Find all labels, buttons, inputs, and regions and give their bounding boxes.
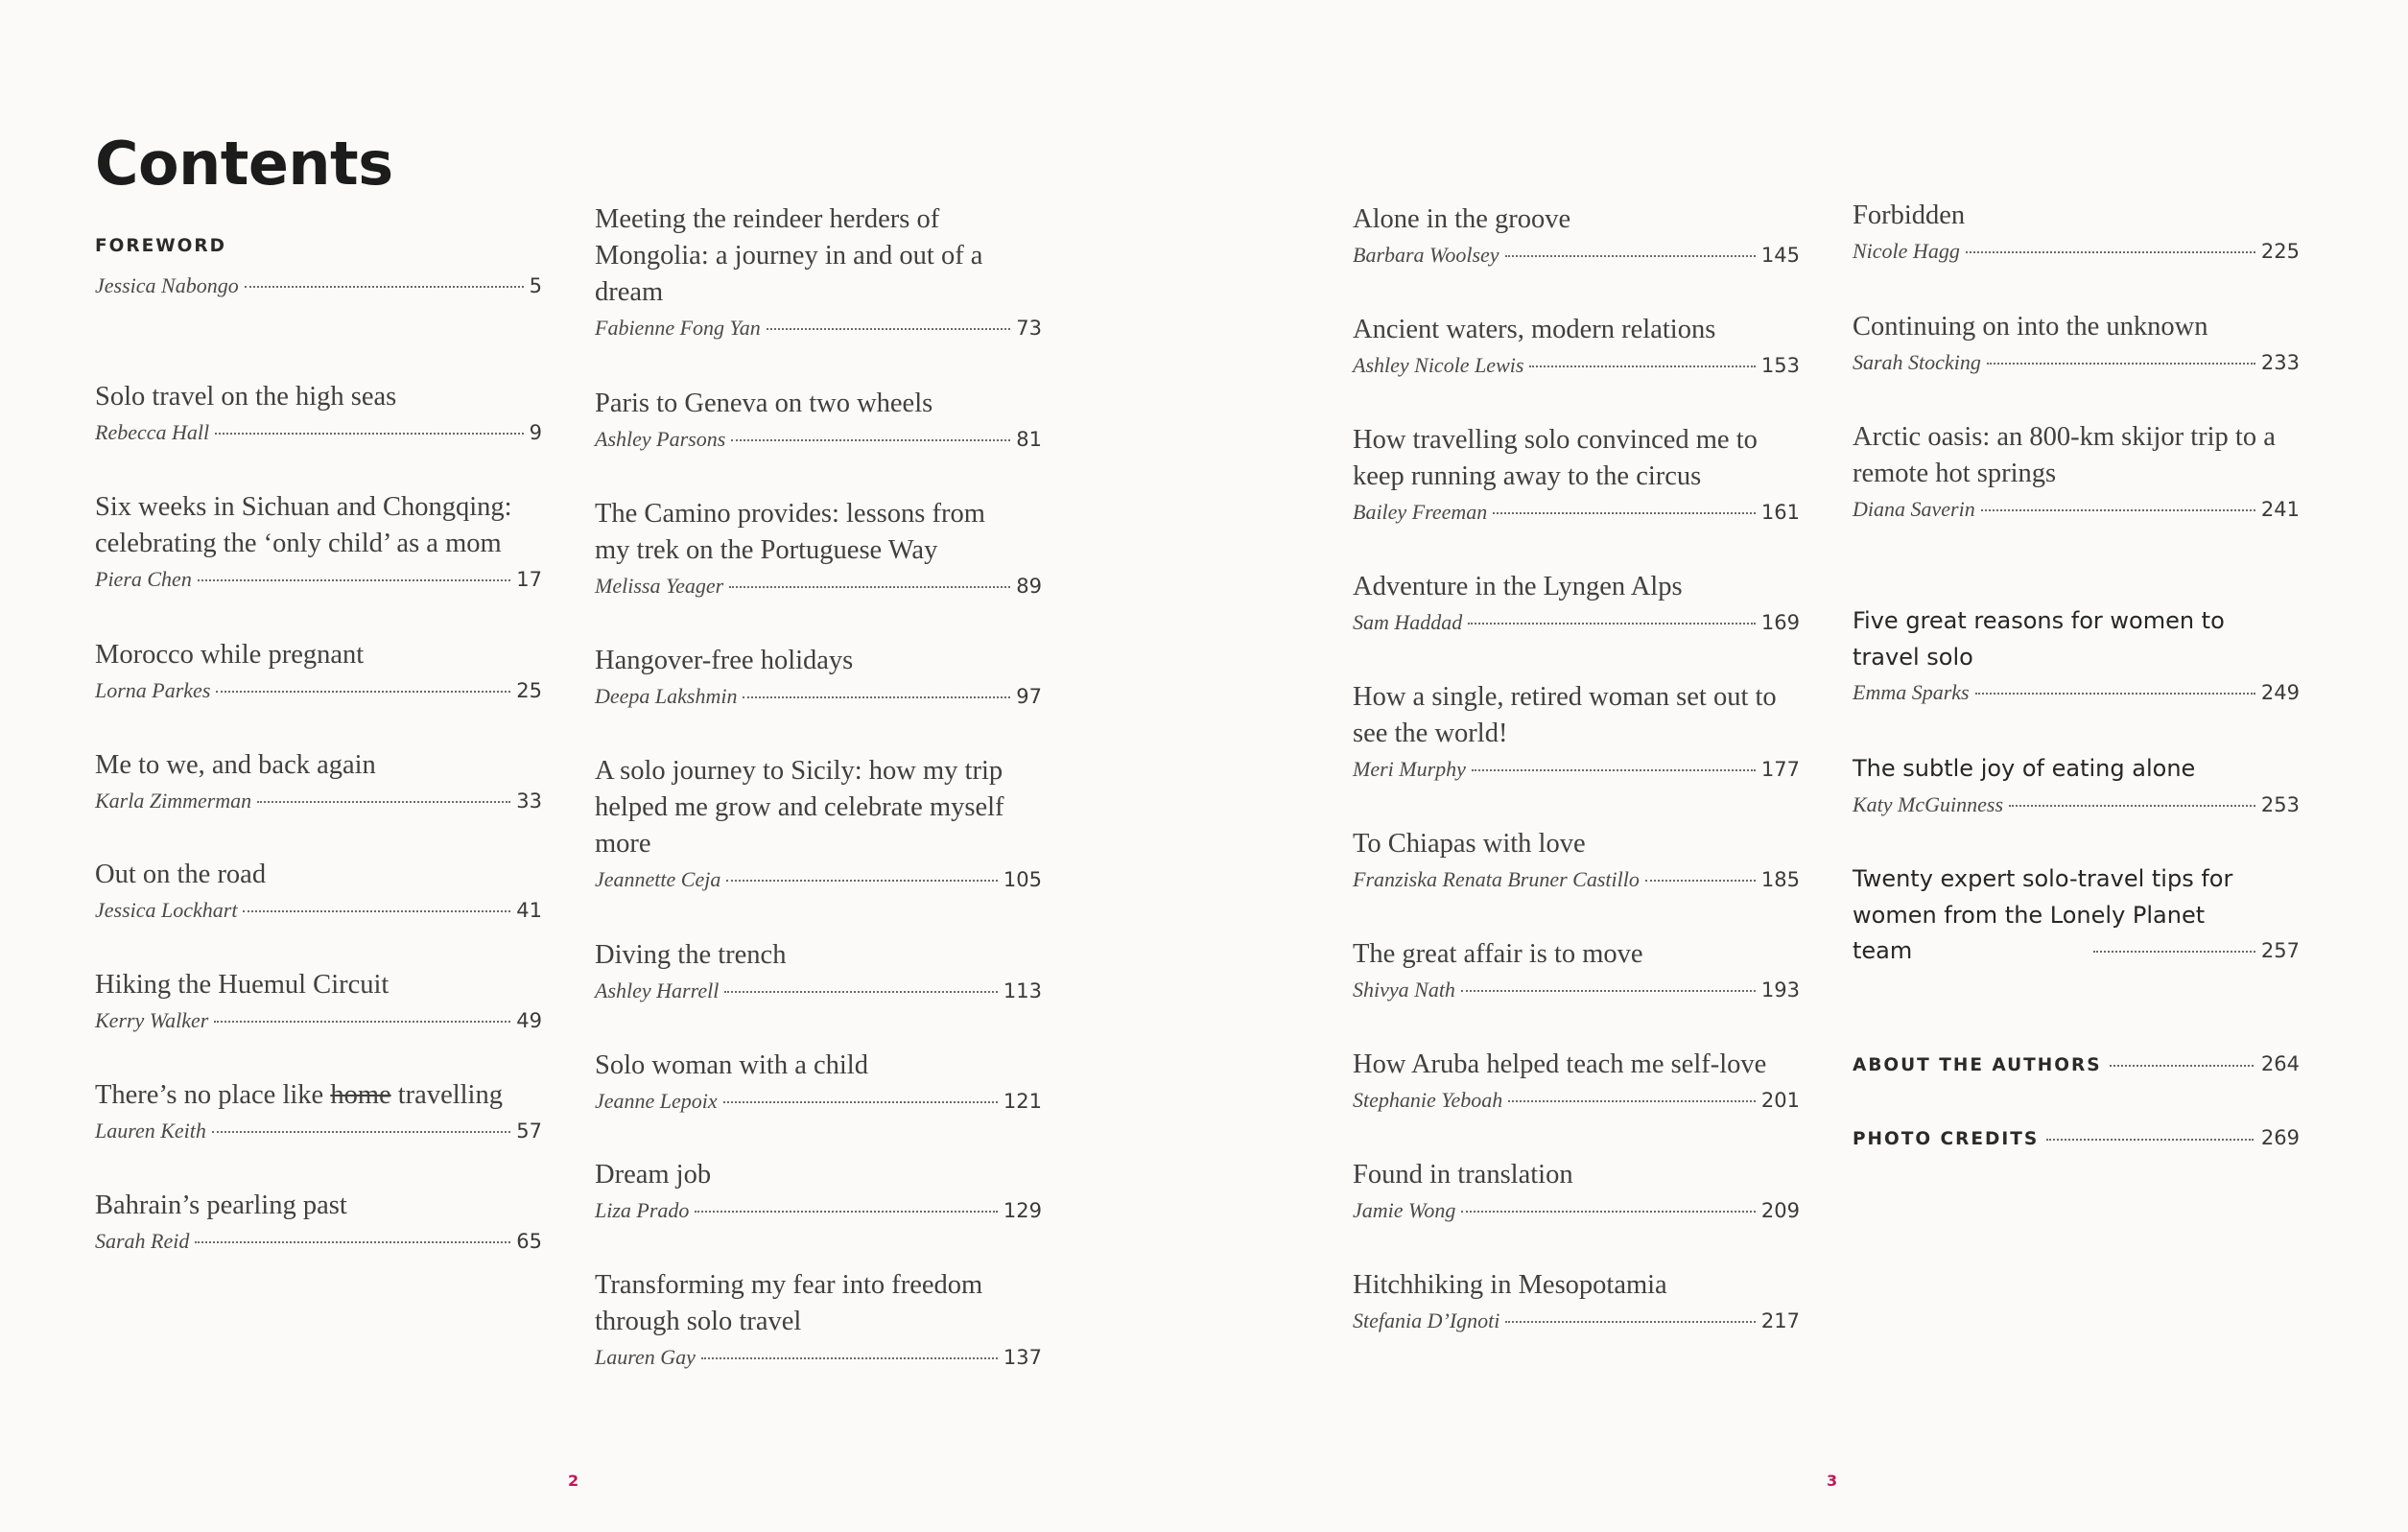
page-number: 5: [529, 274, 542, 297]
entry-author: Nicole Hagg: [1853, 239, 1960, 263]
entry-title: Solo travel on the high seas: [95, 382, 397, 412]
photo-credits-entry[interactable]: [1853, 1126, 2300, 1149]
entry-author: Emma Sparks: [1853, 680, 1970, 704]
page-number: 121: [1003, 1090, 1042, 1113]
entry-title: The great affair is to move: [1353, 939, 1643, 969]
entry-author: Rebecca Hall: [95, 420, 210, 444]
entry-title: Alone in the groove: [1353, 204, 1571, 234]
leader-dots: [1461, 1211, 1756, 1213]
page-number-right: 3: [1827, 1472, 1838, 1490]
leader-dots: [198, 579, 510, 581]
leader-dots: [726, 880, 998, 882]
toc-entry[interactable]: [1353, 936, 1800, 1005]
entry-title: Found in translation: [1353, 1160, 1573, 1190]
page-number: 137: [1003, 1346, 1042, 1369]
entry-title: Dream job: [595, 1160, 712, 1190]
entry-title: Meeting the reindeer herders of Mongolia: a journey in and out of a dream: [595, 204, 983, 307]
leader-dots: [1981, 509, 2255, 511]
entry-author: Shivya Nath: [1353, 978, 1455, 1002]
entry-title: Diving the trench: [595, 940, 787, 970]
page-number: 233: [2260, 351, 2300, 374]
toc-entry[interactable]: [1353, 1157, 1800, 1226]
page-number: 9: [529, 421, 542, 444]
page-number: 113: [1003, 979, 1042, 1002]
leader-dots: [243, 910, 510, 912]
page-number: 25: [516, 679, 542, 702]
page-number: 249: [2260, 681, 2300, 704]
leader-dots: [2009, 805, 2255, 807]
toc-entry[interactable]: [1353, 1267, 1800, 1336]
toc-entry[interactable]: [1853, 309, 2300, 378]
entry-author: Bailey Freeman: [1353, 500, 1488, 524]
toc-entry[interactable]: [95, 637, 542, 706]
entry-title: A solo journey to Sicily: how my trip helped me grow and celebrate myself more: [595, 756, 1004, 859]
leader-dots: [2110, 1065, 2254, 1067]
entry-title: How travelling solo convinced me to keep running away to the circus: [1353, 425, 1758, 491]
entry-title: The subtle joy of eating alone: [1853, 755, 2196, 782]
entry-title: Ancient waters, modern relations: [1353, 315, 1716, 344]
entry-author: Sarah Reid: [95, 1229, 190, 1253]
toc-entry[interactable]: [1853, 751, 2300, 820]
toc-entry[interactable]: [595, 1048, 1042, 1117]
entry-author: Jeannette Ceja: [595, 867, 721, 891]
entry-author: Franziska Renata Bruner Castillo: [1353, 867, 1640, 891]
entry-title: Out on the road: [95, 860, 267, 889]
entry-author: Kerry Walker: [95, 1008, 209, 1032]
toc-entry[interactable]: [95, 379, 542, 448]
page-number: 49: [516, 1009, 542, 1032]
page-number: 169: [1760, 611, 1800, 634]
foreword-entry[interactable]: [95, 269, 542, 301]
toc-entry[interactable]: [1353, 422, 1800, 528]
page-number: 269: [2260, 1126, 2300, 1149]
entry-author: Jamie Wong: [1353, 1198, 1456, 1222]
entry-title-start: There’s no place like: [95, 1080, 331, 1110]
leader-dots: [1645, 880, 1756, 882]
entry-title: Adventure in the Lyngen Alps: [1353, 572, 1683, 601]
page-number: 145: [1760, 244, 1800, 267]
leader-dots: [724, 991, 998, 993]
entry-author: Stephanie Yeboah: [1353, 1088, 1503, 1112]
toc-entry[interactable]: [95, 1188, 542, 1257]
page-number: 33: [516, 790, 542, 813]
page-number: 81: [1016, 428, 1042, 451]
page-title: Contents: [95, 129, 393, 199]
leader-dots: [723, 1101, 998, 1103]
entry-author: Lorna Parkes: [95, 678, 211, 702]
page-number: 257: [2260, 938, 2300, 962]
entry-author: Ashley Parsons: [595, 427, 726, 451]
toc-entry[interactable]: [1353, 679, 1800, 785]
leader-dots: [1975, 693, 2255, 695]
page-number: 217: [1760, 1309, 1800, 1332]
entry-author: Jessica Lockhart: [95, 898, 238, 922]
toc-entry[interactable]: [595, 937, 1042, 1006]
toc-entry[interactable]: [595, 643, 1042, 712]
entry-author: Lauren Gay: [595, 1345, 696, 1369]
leader-dots: [1493, 512, 1756, 514]
page-number: 41: [516, 899, 542, 922]
entry-title: Forbidden: [1853, 200, 1966, 230]
entry-author: Sam Haddad: [1353, 610, 1463, 634]
toc-entry[interactable]: [95, 747, 542, 816]
page-number: 264: [2260, 1052, 2300, 1075]
page-number: 241: [2260, 498, 2300, 521]
entry-title: Hangover-free holidays: [595, 646, 854, 675]
leader-dots: [1468, 623, 1756, 625]
toc-entry[interactable]: [95, 967, 542, 1036]
leader-dots: [743, 696, 1010, 698]
page-number: 65: [516, 1230, 542, 1253]
leader-dots: [245, 286, 524, 288]
about-authors-entry[interactable]: [1853, 1052, 2300, 1075]
toc-entry[interactable]: [1353, 312, 1800, 381]
leader-dots: [1508, 1100, 1756, 1102]
toc-entry[interactable]: [595, 496, 1042, 601]
leader-dots: [2093, 951, 2255, 953]
toc-entry[interactable]: [595, 1267, 1042, 1373]
entry-author: Sarah Stocking: [1853, 350, 1981, 374]
toc-entry[interactable]: [595, 1157, 1042, 1226]
entry-author: Barbara Woolsey: [1353, 243, 1499, 267]
leader-dots: [257, 801, 510, 803]
toc-entry[interactable]: [595, 386, 1042, 455]
entry-title: Five great reasons for women to travel solo: [1853, 607, 2225, 671]
leader-dots: [1505, 1321, 1756, 1323]
entry-title: Six weeks in Sichuan and Chongqing: celebrating the ‘only child’ as a mom: [95, 492, 512, 558]
entry-title: Morocco while pregnant: [95, 640, 365, 670]
leader-dots: [195, 1241, 510, 1243]
leader-dots: [701, 1357, 998, 1359]
toc-entry[interactable]: [595, 201, 1042, 343]
leader-dots: [695, 1211, 997, 1213]
toc-entry[interactable]: [1853, 198, 2300, 267]
page-number: 129: [1003, 1199, 1042, 1222]
toc-entry[interactable]: [1353, 201, 1800, 271]
entry-title: To Chiapas with love: [1353, 829, 1586, 859]
leader-dots: [215, 433, 524, 435]
leader-dots: [1966, 251, 2255, 253]
entry-title: The Camino provides: lessons from my trek on the Portuguese Way: [595, 499, 985, 565]
entry-title: Continuing on into the unknown: [1853, 312, 2208, 342]
toc-entry[interactable]: [1353, 1047, 1800, 1116]
entry-title: How Aruba helped teach me self-love: [1353, 1049, 1767, 1079]
leader-dots: [1987, 363, 2255, 365]
about-authors-label: ABOUT THE AUTHORS: [1853, 1055, 2102, 1075]
page-number: 185: [1760, 868, 1800, 891]
entry-title: Me to we, and back again: [95, 750, 376, 780]
leader-dots: [214, 1021, 510, 1023]
leader-dots: [729, 586, 1010, 588]
entry-title: [95, 1077, 542, 1114]
page-number: 161: [1760, 501, 1800, 524]
leader-dots: [1529, 365, 1755, 367]
leader-dots: [1472, 769, 1756, 771]
entry-title: Hiking the Huemul Circuit: [95, 970, 390, 1000]
page-number: 105: [1003, 868, 1042, 891]
page-number: 193: [1760, 978, 1800, 1002]
page-number: 97: [1016, 685, 1042, 708]
entry-title: Solo woman with a child: [595, 1050, 868, 1080]
toc-entry[interactable]: [1853, 419, 2300, 525]
page-number: 153: [1760, 354, 1800, 377]
toc-entry[interactable]: [1853, 603, 2300, 708]
page-number: 253: [2260, 792, 2300, 816]
entry-author: Ashley Nicole Lewis: [1353, 353, 1524, 377]
toc-entry[interactable]: [1853, 861, 2300, 966]
entry-title: Transforming my fear into freedom through solo travel: [595, 1270, 983, 1336]
leader-dots: [731, 439, 1010, 441]
leader-dots: [767, 328, 1011, 330]
leader-dots: [1461, 990, 1756, 992]
page-number: 73: [1016, 317, 1042, 340]
entry-title: Twenty expert solo-travel tips for women from the Lonely Planet team: [1853, 865, 2233, 964]
page-number: 17: [516, 568, 542, 591]
toc-entry[interactable]: [1353, 569, 1800, 638]
entry-title: Hitchhiking in Mesopotamia: [1353, 1270, 1667, 1300]
toc-entry[interactable]: [595, 753, 1042, 895]
entry-author: Lauren Keith: [95, 1119, 206, 1143]
entry-title: Arctic oasis: an 800-km skijor trip to a remote hot springs: [1853, 422, 2276, 488]
entry-author: Stefania D’Ignoti: [1353, 1308, 1500, 1332]
entry-author: Fabienne Fong Yan: [595, 316, 761, 340]
page-number: 225: [2260, 240, 2300, 263]
entry-author: Melissa Yeager: [595, 574, 724, 598]
struck-word: home: [330, 1080, 391, 1110]
entry-title: Paris to Geneva on two wheels: [595, 389, 933, 418]
entry-author: Deepa Lakshmin: [595, 684, 738, 708]
page-number-left: 2: [568, 1472, 579, 1490]
toc-entry[interactable]: [95, 857, 542, 926]
entry-author: Karla Zimmerman: [95, 789, 252, 813]
entry-author: Piera Chen: [95, 567, 192, 591]
toc-entry[interactable]: [95, 489, 542, 595]
entry-author: Jessica Nabongo: [95, 273, 239, 297]
toc-entry[interactable]: [1353, 826, 1800, 895]
leader-dots: [216, 691, 510, 693]
page-number: 209: [1760, 1199, 1800, 1222]
foreword-label: FOREWORD: [95, 236, 226, 256]
page-number: 57: [516, 1120, 542, 1143]
entry-title: Bahrain’s pearling past: [95, 1190, 347, 1220]
photo-credits-label: PHOTO CREDITS: [1853, 1129, 2040, 1149]
entry-author: Meri Murphy: [1353, 757, 1466, 781]
leader-dots: [1505, 255, 1756, 257]
entry-author: Jeanne Lepoix: [595, 1089, 718, 1113]
entry-title-end: travelling: [390, 1080, 503, 1110]
page-number: 89: [1016, 575, 1042, 598]
entry-author: Liza Prado: [595, 1198, 690, 1222]
toc-entry[interactable]: [95, 1077, 542, 1146]
page-number: 177: [1760, 758, 1800, 781]
entry-author: Katy McGuinness: [1853, 791, 2004, 816]
entry-author: Ashley Harrell: [595, 978, 720, 1002]
entry-author: Diana Saverin: [1853, 497, 1975, 521]
entry-title: How a single, retired woman set out to see the world!: [1353, 682, 1777, 748]
leader-dots: [2046, 1139, 2254, 1141]
leader-dots: [212, 1131, 510, 1133]
page-number: 201: [1760, 1089, 1800, 1112]
